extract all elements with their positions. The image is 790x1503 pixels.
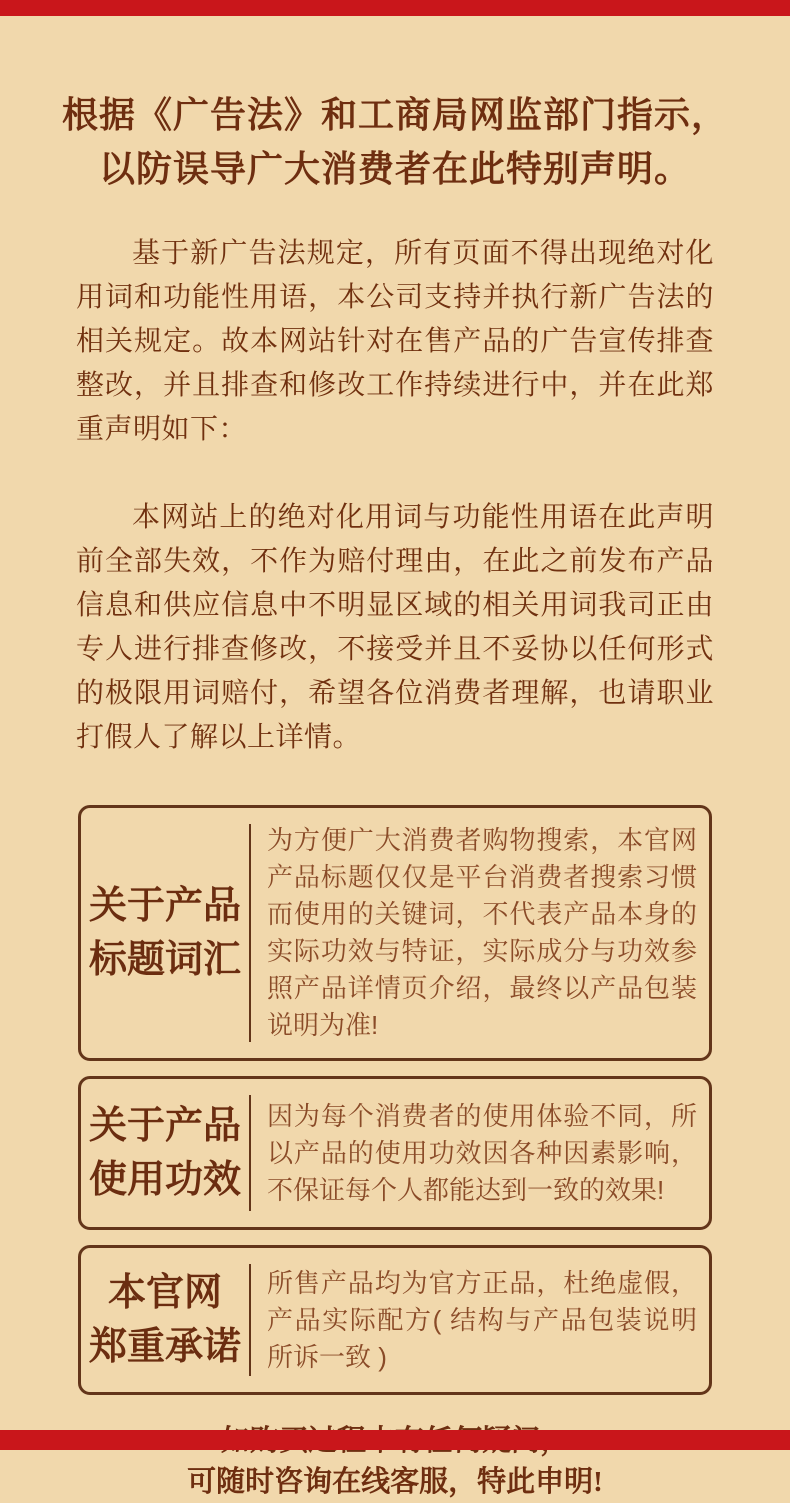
declaration-paragraph: 本网站上的绝对化用词与功能性用语在此声明前全部失效，不作为赔付理由，在此之前发布产品信息和供应信息中不明显区域的相关用词我司正由专人进行排查修改，不接受并且不妥协以任何形式的极限用词赔付，希望各位消费者理解，也请职业打假人了解以上详情。 <box>76 502 714 753</box>
bottom-red-bar <box>0 1430 790 1450</box>
top-red-bar <box>0 0 790 16</box>
notice-box-label <box>81 1099 249 1207</box>
notice-box-label-line-2: 标题词汇 <box>88 939 241 981</box>
notice-box-text: 所售产品均为官方正品，杜绝虚假，产品实际配方( 结构与产品包装说明所诉一致 ) <box>267 1267 697 1372</box>
page-title-line-1: 根据《广告法》和工商局网监部门指示， <box>61 95 728 135</box>
notice-box-label-line-2: 郑重承诺 <box>88 1326 241 1368</box>
notice-box-label-line-1: 本官网 <box>107 1272 222 1314</box>
intro-paragraph: 基于新广告法规定，所有页面不得出现绝对化用词和功能性用语，本公司支持并执行新广告法的相关规定。故本网站针对在售产品的广告宣传排查整改，并且排查和修改工作持续进行中，并在此郑重声明如下： <box>76 238 714 445</box>
notice-box-label <box>81 879 249 987</box>
notice-box-label-line-2: 使用功效 <box>88 1159 241 1201</box>
page-title <box>0 88 790 196</box>
notice-box-label <box>81 1266 249 1374</box>
notice-box-text: 为方便广大消费者购物搜索，本官网产品标题仅仅是平台消费者搜索习惯而使用的关键词，不代表产品本身的实际功效与特证，实际成分与功效参照产品详情页介绍，最终以产品包装说明为准! <box>267 825 697 1040</box>
notice-box-product-title <box>78 805 712 1061</box>
notice-box-label-line-1: 关于产品 <box>88 1105 241 1147</box>
notice-box-text: 因为每个消费者的使用体验不同，所以产品的使用功效因各种因素影响，不保证每个人都能达到一致的效果! <box>267 1100 697 1205</box>
notice-box-label-line-1: 关于产品 <box>88 885 241 927</box>
page-title-line-2: 以防误导广大消费者在此特别声明。 <box>98 149 691 189</box>
footer-note-line-2: 可随时咨询在线客服，特此申明! <box>187 1466 603 1498</box>
notice-box-official-promise <box>78 1245 712 1395</box>
notice-box-list <box>78 805 712 1395</box>
notice-box-product-effect <box>78 1076 712 1230</box>
